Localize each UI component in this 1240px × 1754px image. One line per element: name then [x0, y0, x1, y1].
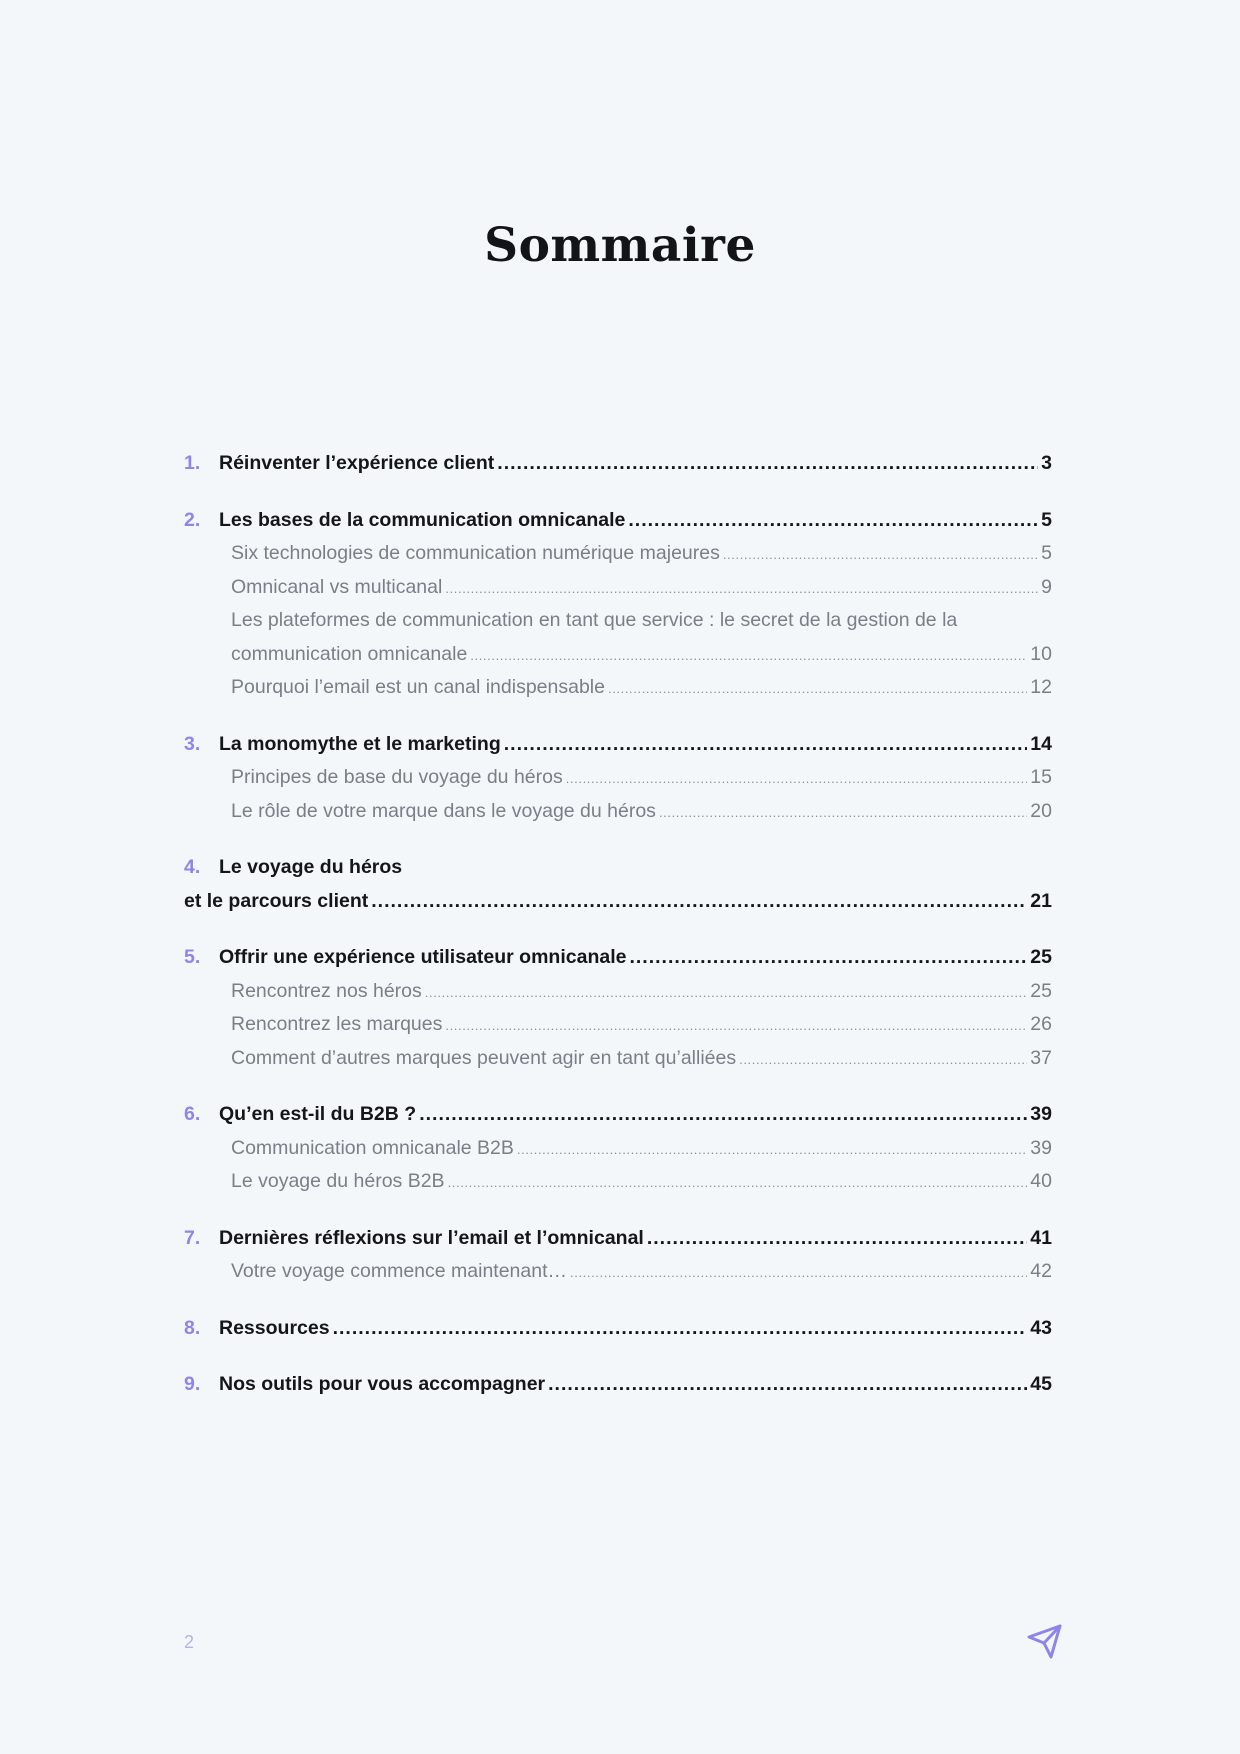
toc-entry-3[interactable] [184, 728, 1052, 762]
dot-leader [504, 728, 1028, 762]
toc-subentry-page: 40 [1030, 1170, 1052, 1192]
dot-leader [425, 975, 1028, 1010]
toc-entry-8[interactable] [184, 1312, 1052, 1346]
dot-leader [723, 537, 1038, 572]
dot-leader [470, 638, 1027, 673]
toc-entry-label: Nos outils pour vous accompagner [219, 1373, 546, 1395]
dot-leader [608, 671, 1027, 706]
toc-entry-7[interactable] [184, 1222, 1052, 1256]
toc-subentry[interactable] [184, 571, 1052, 605]
toc-subentry-page: 25 [1030, 979, 1052, 1002]
toc-subentry[interactable] [184, 795, 1052, 829]
toc-subentry-page: 9 [1041, 575, 1052, 598]
toc-entry-label: Qu’en est-il du B2B ? [219, 1103, 417, 1125]
toc-subentry-label: Rencontrez les marques [231, 1013, 443, 1035]
section-gap [184, 828, 1052, 851]
section-gap [184, 1345, 1052, 1368]
toc-entry-1[interactable] [184, 447, 1052, 481]
toc-subentry[interactable] [184, 1042, 1052, 1076]
toc-entry-number: 4. [184, 856, 201, 878]
dot-leader [566, 761, 1028, 796]
toc-subentry[interactable] [184, 537, 1052, 571]
dot-leader [570, 1255, 1027, 1290]
toc-subentry-label: Pourquoi l’email est un canal indispensable [231, 676, 605, 698]
toc-subentry[interactable] [184, 761, 1052, 795]
dot-leader [629, 941, 1027, 975]
toc-entry-number: 7. [184, 1226, 201, 1249]
toc-entry-2[interactable] [184, 504, 1052, 538]
toc-subentry-page: 20 [1030, 799, 1052, 822]
toc-subentry[interactable] [184, 604, 1052, 638]
toc-subentry[interactable] [184, 1008, 1052, 1042]
toc-subentry[interactable] [184, 975, 1052, 1009]
toc-subentry-page: 26 [1030, 1013, 1052, 1035]
toc-subentry-label: Principes de base du voyage du héros [231, 766, 563, 788]
toc-subentry-label: communication omnicanale [231, 642, 468, 665]
toc-entry-9[interactable] [184, 1368, 1052, 1402]
toc-entry-label: Réinventer l’expérience client [219, 452, 495, 474]
dot-leader [659, 795, 1027, 830]
paper-plane-icon [1026, 1622, 1064, 1660]
page-title: Sommaire [484, 218, 756, 273]
toc-subentry-page: 39 [1030, 1136, 1052, 1159]
toc-subentry-label: Communication omnicanale B2B [231, 1136, 514, 1159]
toc-entry-page: 14 [1030, 732, 1052, 755]
toc-entry-page: 5 [1041, 508, 1052, 531]
section-gap [184, 1199, 1052, 1222]
toc-subentry[interactable] [184, 1255, 1052, 1289]
toc-subentry-page: 42 [1030, 1260, 1052, 1282]
toc-entry-number: 9. [184, 1373, 201, 1395]
toc-entry-page: 3 [1041, 452, 1052, 474]
toc-entry-number: 1. [184, 452, 201, 474]
toc-entry-label: La monomythe et le marketing [219, 732, 501, 755]
toc-subentry-label: Le rôle de votre marque dans le voyage du héros [231, 799, 656, 822]
toc-subentry[interactable] [184, 671, 1052, 705]
toc-entry-label: Les bases de la communication omnicanale [219, 508, 626, 531]
dot-leader [333, 1312, 1028, 1346]
toc-subentry-label: Six technologies de communication numérique majeures [231, 542, 720, 564]
toc-entry-label: Offrir une expérience utilisateur omnicanale [219, 946, 627, 968]
toc-entry-6[interactable] [184, 1098, 1052, 1132]
toc-entry-page: 39 [1030, 1103, 1052, 1125]
toc-entry-number: 2. [184, 508, 201, 531]
toc-entry-number: 5. [184, 946, 201, 968]
toc-subentry-page: 37 [1030, 1046, 1052, 1069]
toc-subentry-label: Omnicanal vs multicanal [231, 575, 443, 598]
toc-entry-label: et le parcours client [184, 889, 369, 912]
toc-entry-page: 21 [1030, 889, 1052, 912]
toc-entry-label: Dernières réflexions sur l’email et l’omnicanal [219, 1226, 644, 1249]
toc-entry-page: 25 [1030, 946, 1052, 968]
toc-subentry-page: 5 [1041, 542, 1052, 564]
section-gap [184, 481, 1052, 504]
toc-subentry-label: Rencontrez nos héros [231, 979, 422, 1002]
toc-subentry[interactable] [184, 1165, 1052, 1199]
toc-subentry-label: Votre voyage commence maintenant… [231, 1260, 568, 1282]
toc-subentry-page: 12 [1030, 676, 1052, 698]
dot-leader [445, 1008, 1027, 1043]
section-gap [184, 918, 1052, 941]
toc-entry-4[interactable] [184, 851, 1052, 885]
dot-leader [448, 1165, 1028, 1200]
page-number: 2 [184, 1632, 195, 1652]
toc-subentry-label: Le voyage du héros B2B [231, 1170, 445, 1192]
toc-subentry-page: 15 [1030, 766, 1052, 788]
toc-entry-label: Ressources [219, 1316, 330, 1339]
table-of-contents [184, 447, 1052, 1402]
toc-entry-number: 3. [184, 732, 201, 755]
toc-entry-page: 43 [1030, 1316, 1052, 1339]
toc-subentry-continuation[interactable] [184, 638, 1052, 672]
toc-entry-label: Le voyage du héros [219, 856, 403, 878]
section-gap [184, 705, 1052, 728]
dot-leader [419, 1098, 1027, 1132]
dot-leader [445, 571, 1038, 606]
toc-entry-5[interactable] [184, 941, 1052, 975]
toc-subentry-page: 10 [1030, 642, 1052, 665]
dot-leader [497, 447, 1038, 481]
toc-entry-page: 41 [1030, 1226, 1052, 1249]
toc-subentry-label: Comment d’autres marques peuvent agir en tant qu’alliées [231, 1046, 737, 1069]
toc-entry-number: 6. [184, 1103, 201, 1125]
toc-subentry-label: Les plateformes de communication en tant que service : le secret de la gestion de la [231, 609, 958, 631]
toc-entry-number: 8. [184, 1316, 201, 1339]
dot-leader [628, 504, 1038, 538]
dot-leader [517, 1132, 1027, 1167]
dot-leader [548, 1368, 1027, 1402]
toc-entry-page: 45 [1030, 1373, 1052, 1395]
dot-leader [371, 885, 1027, 919]
toc-subentry[interactable] [184, 1132, 1052, 1166]
section-gap [184, 1075, 1052, 1098]
section-gap [184, 1289, 1052, 1312]
toc-entry-continuation[interactable] [184, 885, 1052, 919]
dot-leader [647, 1222, 1027, 1256]
dot-leader [739, 1042, 1027, 1077]
